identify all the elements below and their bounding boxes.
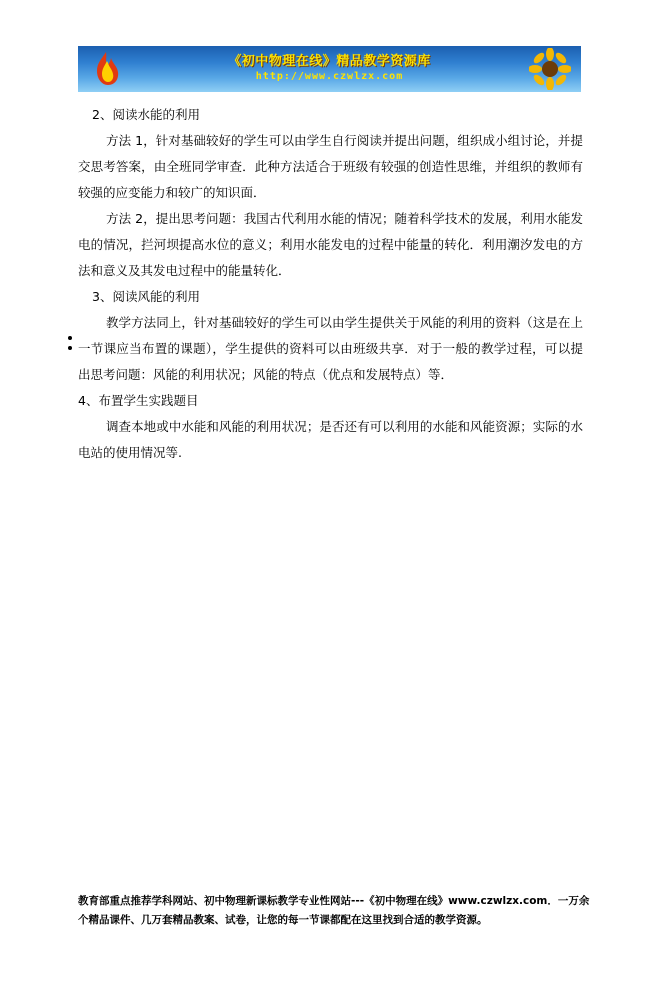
sunflower-icon [529,48,571,90]
footer-line-2: 个精品课件、几万套精品教案、试卷，让您的每一节课都配在这里找到合适的教学资源。 [78,914,488,926]
margin-dot-icon [68,346,72,350]
paragraph-method-1: 方法 1，针对基础较好的学生可以由学生自行阅读并提出问题，组织成小组讨论，并提交思考答案，由全班同学审查．此种方法适合于班级有较强的创造性思维，并组织的教师有较强的应变能力和较广的知识面． [78,133,583,200]
document-page [0,46,661,982]
site-banner [78,46,581,92]
banner-url[interactable]: http://www.czwlzx.com [255,71,404,82]
paragraph-teaching-method: 教学方法同上，针对基础较好的学生可以由学生提供关于风能的利用的资料（这是在上一节课应当布置的课题），学生提供的资料可以由班级共享．对于一般的教学过程，可以提出思考问题：风能的利用状况；风能的特点（优点和发展特点）等． [78,315,583,382]
banner-title: 《初中物理在线》精品教学资源库 [228,54,431,69]
paragraph-method-2: 方法 2，提出思考问题：我国古代利用水能的情况；随着科学技术的发展，利用水能发电的情况，拦河坝提高水位的意义；利用水能发电的过程中能量的转化．利用潮汐发电的方法和意义及其发电过程中的能量转化． [78,211,583,278]
paragraph-heading-3: 3、阅读风能的利用 [92,289,200,304]
document-body [78,102,583,466]
page-footer [78,892,601,930]
margin-dot-icon [68,336,72,340]
footer-line-1: 教育部重点推荐学科网站、初中物理新课标教学专业性网站---《初中物理在线》www.czwlzx.com．一万余 [78,895,590,907]
paragraph-heading-4: 4、布置学生实践题目 [78,393,199,408]
paragraph-practice-task: 调查本地或中水能和风能的利用状况；是否还有可以利用的水能和风能资源；实际的水电站的使用情况等. [78,419,583,460]
paragraph-heading-2: 2、阅读水能的利用 [92,107,200,122]
